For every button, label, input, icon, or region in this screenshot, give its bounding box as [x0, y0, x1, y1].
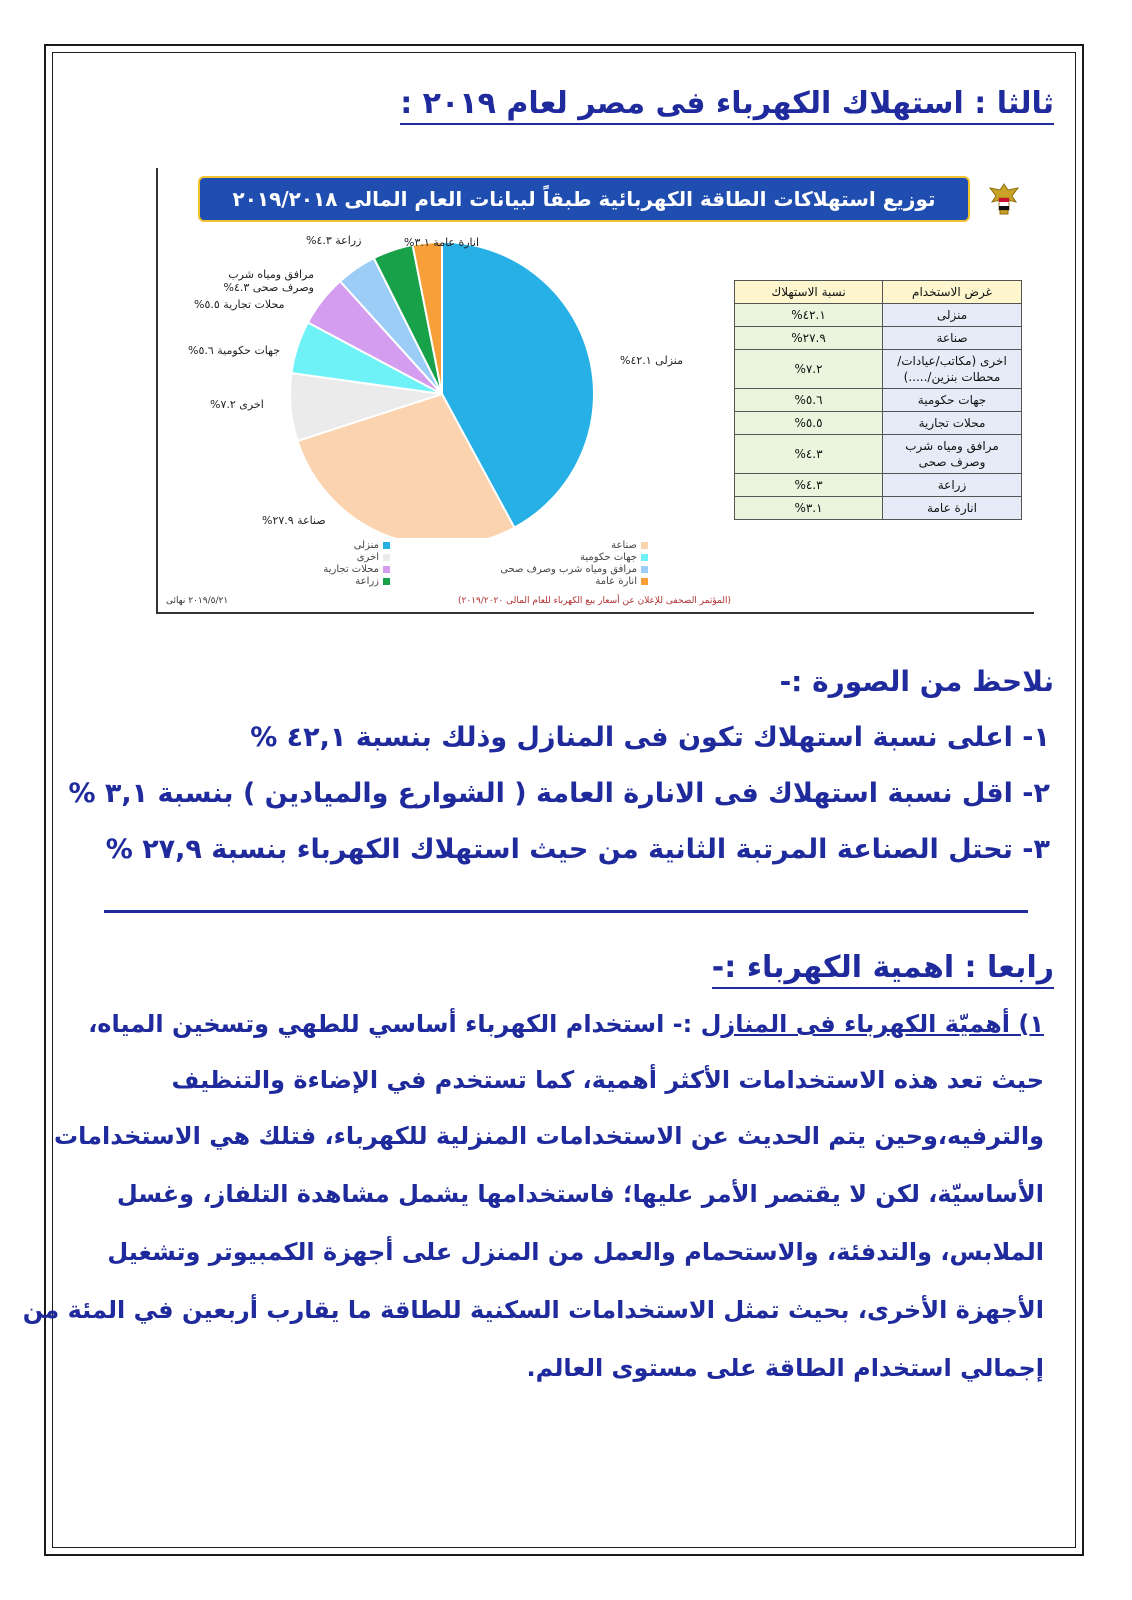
pie-label-industry: صناعة ٢٧.٩%: [262, 514, 326, 527]
table-cell-purpose: مرافق ومياه شرب وصرف صحى: [883, 435, 1022, 474]
legend-item-utilities: [500, 564, 648, 575]
legend-label: انارة عامة: [595, 576, 637, 587]
egypt-eagle-icon: [986, 180, 1022, 220]
legend-item-lighting: [595, 576, 648, 587]
usage-table: [734, 280, 1022, 520]
importance-line-3: والترفيه،وحين يتم الحديث عن الاستخدامات المنزلية للكهرباء، فتلك هي الاستخدامات: [54, 1122, 1044, 1150]
section3-heading: [400, 86, 1054, 121]
table-cell-share: ٥.٥%: [735, 412, 883, 435]
table-header-share: نسبة الاستهلاك: [735, 281, 883, 304]
section-divider: [104, 910, 1028, 913]
table-cell-purpose: محلات تجارية: [883, 412, 1022, 435]
importance-line-5: الملابس، والتدفئة، والاستحمام والعمل من المنزل على أجهزة الكمبيوتر وتشغيل: [107, 1238, 1044, 1266]
figure-bottom-rule: [158, 612, 1034, 614]
legend-label: زراعة: [355, 576, 379, 587]
table-cell-share: ٧.٢%: [735, 350, 883, 389]
pie-label-shops: محلات تجارية ٥.٥%: [194, 298, 285, 311]
figure-title: توزيع استهلاكات الطاقة الكهربائية طبقاً لبيانات العام المالى ٢٠١٩/٢٠١٨: [198, 176, 970, 222]
legend-item-gov: [580, 552, 648, 563]
importance-lead: ١) أهميّة الكهرباء فى المنازل: [700, 1010, 1044, 1038]
legend-item-industry: [611, 540, 648, 551]
table-row: [735, 327, 1022, 350]
pie-label-home: منزلى ٤٢.١%: [620, 354, 683, 367]
table-cell-share: ٢٧.٩%: [735, 327, 883, 350]
observations-title: نلاحظ من الصورة :-: [779, 665, 1054, 698]
pie-label-agri: زراعة ٤.٣%: [306, 234, 362, 247]
legend-item-other: [357, 552, 390, 563]
table-row: [735, 412, 1022, 435]
legend-label: اخرى: [356, 552, 379, 563]
table-cell-purpose: زراعة: [883, 474, 1022, 497]
table-cell-share: ٤.٣%: [735, 435, 883, 474]
legend-label: مرافق ومياه شرب وصرف صحى: [500, 564, 637, 575]
pie-label-other: اخرى ٧.٢%: [210, 398, 264, 411]
table-cell-purpose: منزلى: [883, 304, 1022, 327]
figure-footer-source: (المؤتمر الصحفى للإعلان عن أسعار بيع الكهرباء للعام المالى ٢٠١٩/٢٠٢٠): [458, 596, 731, 606]
table-cell-share: ٣.١%: [735, 497, 883, 520]
table-cell-purpose: جهات حكومية: [883, 389, 1022, 412]
importance-line-6: الأجهزة الأخرى، بحيث تمثل الاستخدامات السكنية للطاقة ما يقارب أربعين في المئة من: [22, 1296, 1044, 1324]
legend-item-home: [354, 540, 390, 551]
section3-heading-text: ثالثا : استهلاك الكهرباء فى مصر لعام ٢٠١٩ :: [400, 86, 1054, 125]
section4-heading: [712, 950, 1054, 985]
table-cell-share: ٥.٦%: [735, 389, 883, 412]
importance-line-1: [88, 1010, 1044, 1038]
observation-1: ١- اعلى نسبة استهلاك تكون فى المنازل وذلك بنسبة ٤٢,١ %: [250, 722, 1050, 753]
legend-item-shops: [323, 564, 390, 575]
table-cell-share: ٤.٣%: [735, 474, 883, 497]
legend-label: محلات تجارية: [323, 564, 379, 575]
observation-2: ٢- اقل نسبة استهلاك فى الانارة العامة ( الشوارع والميادين ) بنسبة ٣,١ %: [68, 778, 1050, 809]
legend-swatch: [383, 542, 390, 549]
table-header-row: [735, 281, 1022, 304]
section4-heading-text: رابعا : اهمية الكهرباء :-: [712, 950, 1054, 989]
consumption-figure: [156, 168, 1034, 614]
legend-swatch: [641, 542, 648, 549]
legend-swatch: [641, 554, 648, 561]
table-row: [735, 304, 1022, 327]
importance-line-4: الأساسيّة، لكن لا يقتصر الأمر عليها؛ فاستخدامها يشمل مشاهدة التلفاز، وغسل: [116, 1180, 1044, 1208]
table-row: [735, 474, 1022, 497]
table-header-purpose: غرض الاستخدام: [883, 281, 1022, 304]
legend-swatch: [383, 566, 390, 573]
pie-label-utilities: مرافق ومياه شرب وصرف صحى ٤.٣%: [223, 268, 314, 294]
table-row: [735, 350, 1022, 389]
figure-footer-date: ٢٠١٩/٥/٢١ نهائى: [166, 596, 229, 606]
legend-label: جهات حكومية: [579, 552, 637, 563]
importance-line-7: إجمالي استخدام الطاقة على مستوى العالم.: [526, 1354, 1044, 1382]
table-row: [735, 497, 1022, 520]
pie-label-gov: جهات حكومية ٥.٦%: [188, 344, 281, 357]
legend-swatch: [383, 578, 390, 585]
legend-label: منزلى: [353, 540, 379, 551]
legend-swatch: [641, 566, 648, 573]
table-row: [735, 389, 1022, 412]
table-cell-share: ٤٢.١%: [735, 304, 883, 327]
legend-item-agri: [355, 576, 390, 587]
table-cell-purpose: اخرى (مكاتب/عيادات/محطات بنزين/.....): [883, 350, 1022, 389]
observation-3: ٣- تحتل الصناعة المرتبة الثانية من حيث استهلاك الكهرباء بنسبة ٢٧,٩ %: [105, 834, 1050, 865]
importance-line-1-text: :- استخدام الكهرباء أساسي للطهي وتسخين المياه،: [88, 1010, 693, 1038]
legend-label: صناعة: [611, 540, 637, 551]
legend-swatch: [383, 554, 390, 561]
legend-swatch: [641, 578, 648, 585]
table-cell-purpose: انارة عامة: [883, 497, 1022, 520]
table-cell-purpose: صناعة: [883, 327, 1022, 350]
table-row: [735, 435, 1022, 474]
importance-line-2: حيث تعد هذه الاستخدامات الأكثر أهمية، كما تستخدم في الإضاءة والتنظيف: [171, 1066, 1044, 1094]
pie-label-lighting: انارة عامة ٣.١%: [404, 236, 480, 249]
